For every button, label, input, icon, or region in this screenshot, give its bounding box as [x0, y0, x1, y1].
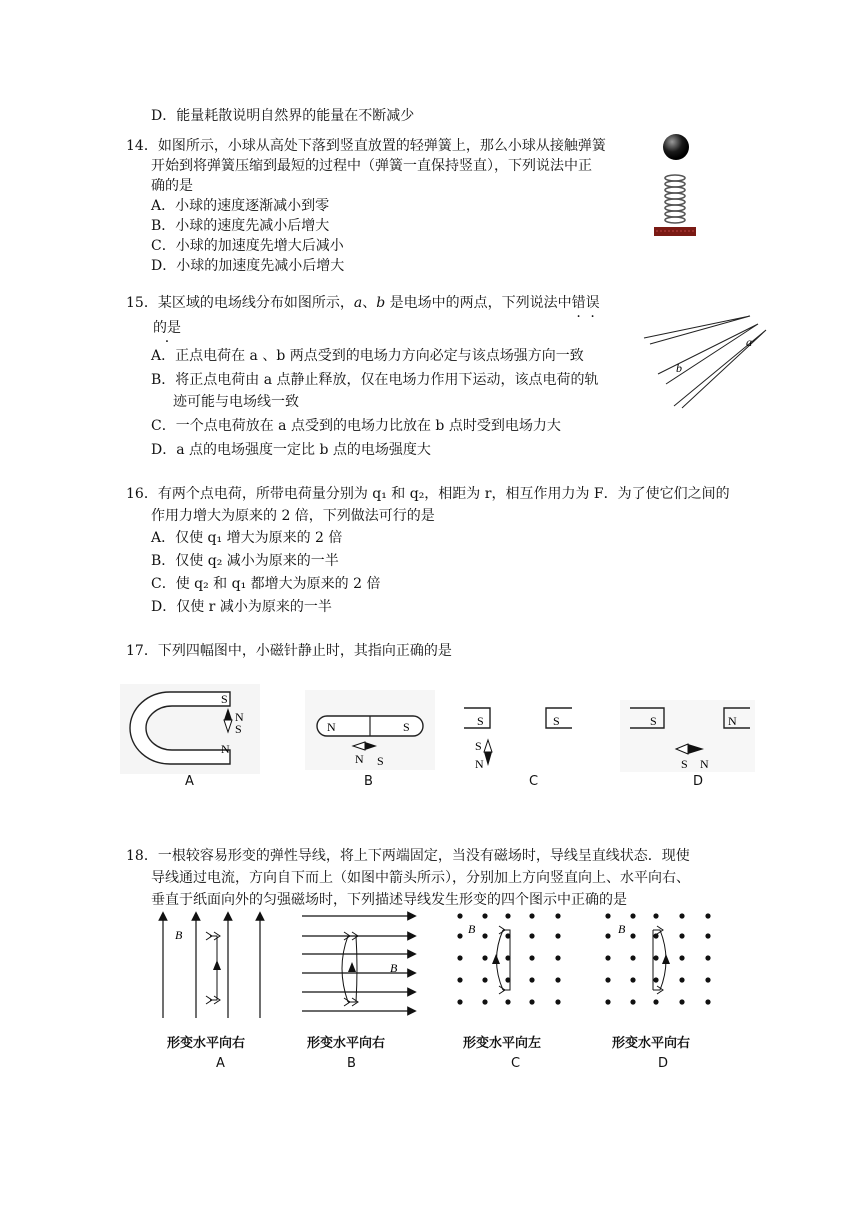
q16-option-d: D．仅使 r 减小为原来的一半: [151, 599, 332, 615]
svg-text:S: S: [377, 754, 384, 768]
field-dot: [555, 913, 560, 918]
field-dot: [555, 933, 560, 938]
svg-text:B: B: [175, 928, 183, 942]
q18-caption-c: 形变水平向左: [463, 1036, 542, 1051]
field-dot: [605, 955, 610, 960]
field-dot: [679, 977, 684, 982]
field-dot: [482, 977, 487, 982]
field-dot: [653, 999, 658, 1004]
q15-option-b-line1: B．将正点电荷由 a 点静止释放，仅在电场力作用下运动，该点电荷的轨: [151, 372, 599, 388]
svg-text:S: S: [235, 722, 242, 736]
q18-letter-b: B: [347, 1056, 356, 1071]
field-dot: [630, 933, 635, 938]
q18-stem-line1: 18．一根较容易形变的弹性导线，将上下两端固定，当没有磁场时，导线呈直线状态．现使: [126, 848, 690, 864]
q18-figure-d: [598, 906, 718, 1010]
svg-text:B: B: [468, 922, 476, 936]
field-dot: [705, 913, 710, 918]
q14-option-b: B．小球的速度先减小后增大: [151, 218, 330, 234]
q16-option-c: C．使 q₂ 和 q₁ 都增大为原来的 2 倍: [151, 576, 381, 592]
spring-icon: [665, 175, 685, 223]
q14-stem-line2: 开始到将弹簧压缩到最短的过程中（弹簧一直保持竖直），下列说法中正: [151, 158, 592, 174]
q17-figure-d: [620, 700, 755, 772]
field-dot: [630, 955, 635, 960]
svg-text:N: N: [355, 752, 364, 766]
svg-text:N: N: [475, 757, 484, 771]
field-dot: [505, 913, 510, 918]
q14-option-c: C．小球的加速度先增大后减小: [151, 238, 344, 254]
q18-figure-b: [300, 906, 420, 1024]
field-dot: [653, 933, 658, 938]
q15-stem-line1: 15．某区域的电场线分布如图所示，a、b 是电场中的两点，下列说法中错误: [126, 295, 600, 311]
q14-stem-line3: 确的是: [151, 178, 193, 194]
field-dot: [457, 999, 462, 1004]
svg-text:B: B: [390, 961, 398, 975]
field-dot: [653, 913, 658, 918]
field-dot: [529, 999, 534, 1004]
point-a-label: a: [746, 335, 752, 349]
svg-text:N: N: [700, 757, 709, 771]
q17-figure-c: [460, 700, 590, 772]
field-dot: [529, 977, 534, 982]
field-dot: [529, 933, 534, 938]
q17-figure-a: [120, 684, 260, 774]
field-dot: [457, 955, 462, 960]
electric-field-figure: [640, 312, 770, 412]
field-dot: [555, 955, 560, 960]
svg-text:N: N: [221, 742, 230, 756]
field-dot: [705, 977, 710, 982]
q15-stem-line2: 的是: [153, 320, 181, 336]
field-dot: [505, 999, 510, 1004]
q16-option-a: A．仅使 q₁ 增大为原来的 2 倍: [151, 530, 343, 546]
field-dot: [653, 955, 658, 960]
field-dot: [529, 913, 534, 918]
point-b-label: b: [676, 361, 682, 375]
q17-figure-b: [305, 690, 435, 770]
field-dot: [653, 977, 658, 982]
svg-text:S: S: [403, 720, 410, 734]
q15-option-b-line2: 迹可能与电场线一致: [173, 394, 299, 410]
field-dot: [630, 999, 635, 1004]
q14-option-d: D．小球的加速度先减小后增大: [151, 258, 345, 274]
field-dot: [457, 913, 462, 918]
q15-option-a: A．正点电荷在 a 、b 两点受到的电场力方向必定与该点场强方向一致: [151, 348, 584, 364]
q15-option-d: D．a 点的电场强度一定比 b 点的电场强度大: [151, 442, 431, 458]
q17-stem: 17．下列四幅图中，小磁针静止时，其指向正确的是: [126, 643, 452, 659]
q18-stem-line3: 垂直于纸面向外的匀强磁场时，下列描述导线发生形变的四个图示中正确的是: [151, 892, 627, 908]
field-dot: [457, 933, 462, 938]
ball-spring-figure: [648, 130, 698, 240]
field-dot: [605, 933, 610, 938]
field-dot: [679, 913, 684, 918]
q18-figure-a: [155, 906, 275, 1024]
q18-letter-a: A: [216, 1056, 225, 1071]
field-dot: [457, 977, 462, 982]
field-dot: [529, 955, 534, 960]
field-dot: [705, 955, 710, 960]
svg-text:N: N: [235, 710, 244, 724]
field-dot: [555, 977, 560, 982]
field-dot: [555, 999, 560, 1004]
q17-caption-b: B: [364, 774, 373, 789]
field-dot: [482, 955, 487, 960]
q15-option-c: C．一个点电荷放在 a 点受到的电场力比放在 b 点时受到电场力大: [151, 418, 561, 434]
svg-text:S: S: [553, 714, 560, 728]
q17-caption-a: A: [185, 774, 194, 789]
field-dot: [482, 999, 487, 1004]
q16-stem-line1: 16．有两个点电荷，所带电荷量分别为 q₁ 和 q₂，相距为 r，相互作用力为 F．为了使它们之间的: [126, 486, 730, 502]
q18-caption-a: 形变水平向右: [167, 1036, 246, 1051]
svg-text:S: S: [650, 714, 657, 728]
svg-text:S: S: [221, 692, 228, 706]
q18-stem-line2: 导线通过电流，方向自下而上（如图中箭头所示），分别加上方向竖直向上、水平向右、: [151, 870, 690, 886]
field-dot: [482, 913, 487, 918]
field-dot: [679, 955, 684, 960]
svg-text:N: N: [728, 714, 737, 728]
q18-letter-c: C: [511, 1056, 521, 1071]
field-dot: [630, 977, 635, 982]
q13-option-d: D．能量耗散说明自然界的能量在不断减少: [151, 108, 415, 124]
q18-figure-c: [450, 906, 570, 1010]
q16-stem-line2: 作用力增大为原来的 2 倍，下列做法可行的是: [151, 508, 435, 524]
q17-caption-c: C: [529, 774, 539, 789]
svg-text:B: B: [618, 922, 626, 936]
field-dot: [705, 999, 710, 1004]
svg-text:N: N: [327, 720, 336, 734]
q18-caption-b: 形变水平向右: [307, 1036, 386, 1051]
field-dot: [605, 913, 610, 918]
field-dot: [605, 999, 610, 1004]
field-dot: [679, 999, 684, 1004]
q14-option-a: A．小球的速度逐渐减小到零: [151, 198, 330, 214]
q14-stem-line1: 14．如图所示，小球从高处下落到竖直放置的轻弹簧上，那么小球从接触弹簧: [126, 138, 606, 154]
svg-text:S: S: [681, 757, 688, 771]
field-dot: [679, 933, 684, 938]
q17-caption-d: D: [693, 774, 704, 789]
field-dot: [482, 933, 487, 938]
q18-caption-d: 形变水平向右: [612, 1036, 691, 1051]
field-dot: [630, 913, 635, 918]
q18-letter-d: D: [658, 1056, 669, 1071]
ball-icon: [663, 134, 689, 160]
field-dot: [605, 977, 610, 982]
svg-text:S: S: [475, 739, 482, 753]
q16-option-b: B．仅使 q₂ 减小为原来的一半: [151, 553, 339, 569]
field-dot: [705, 933, 710, 938]
svg-text:S: S: [477, 714, 484, 728]
